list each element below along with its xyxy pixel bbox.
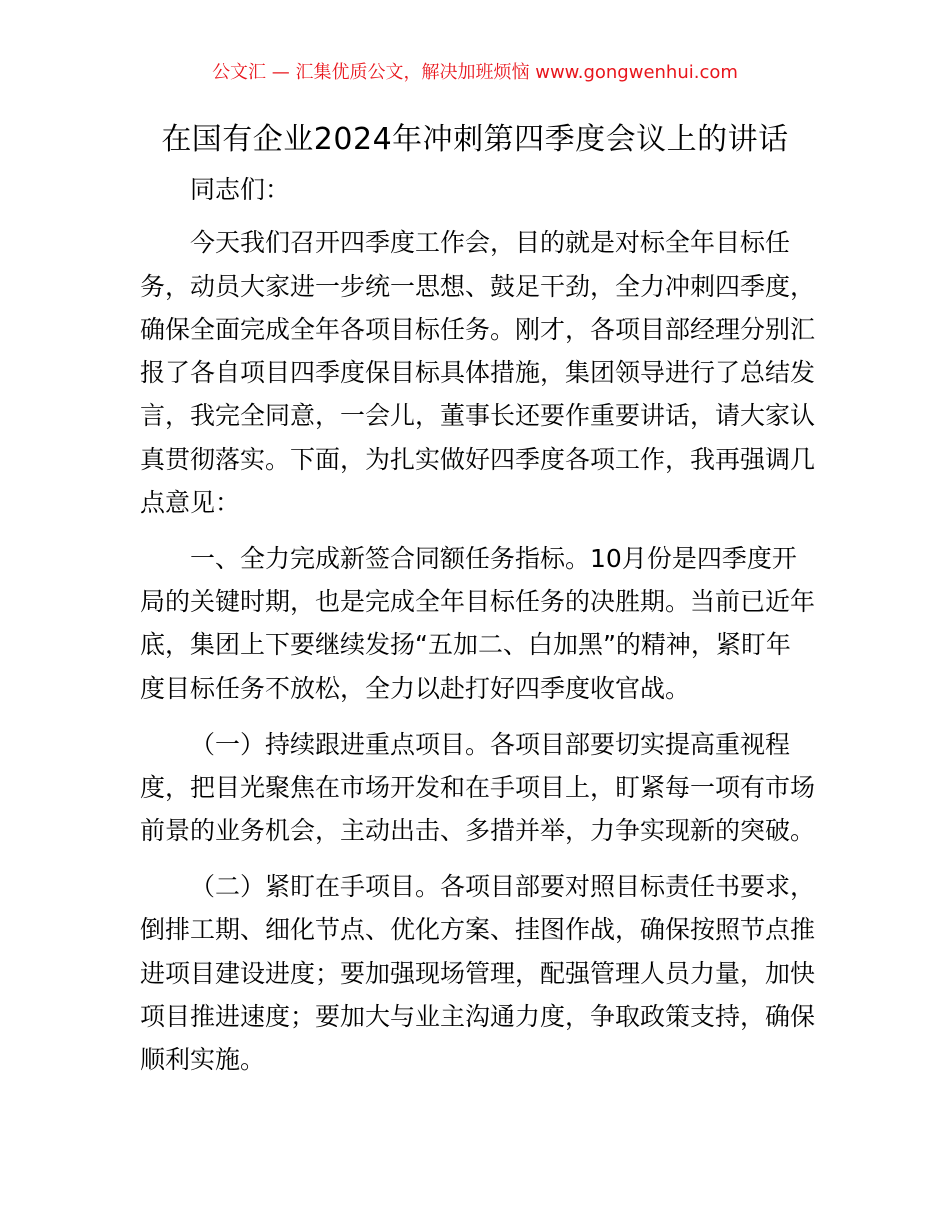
paragraph-line: 进项目建设进度；要加强现场管理，配强管理人员力量，加快 [140,958,816,988]
paragraph-line: 报了各自项目四季度保目标具体措施，集团领导进行了总结发 [140,358,816,388]
paragraph-line: （二）紧盯在手项目。各项目部要对照目标责任书要求， [190,871,816,901]
paragraph-line: 真贯彻落实。下面，为扎实做好四季度各项工作，我再强调几 [140,444,816,474]
paragraph-line: 底，集团上下要继续发扬“五加二、白加黑”的精神，紧盯年 [140,630,791,660]
document-title: 在国有企业2024年冲刺第四季度会议上的讲话 [161,122,789,157]
paragraph-line: 点意见： [140,488,241,518]
watermark-header-link[interactable]: 公文汇 — 汇集优质公文，解决加班烦恼 www.gongwenhui.com [212,62,738,83]
paragraph-line: 确保全面完成全年各项目标任务。刚才，各项目部经理分别汇 [140,314,816,344]
paragraph-line: 前景的业务机会，主动出击、多措并举，力争实现新的突破。 [140,816,816,846]
paragraph-line: 项目推进速度；要加大与业主沟通力度，争取政策支持，确保 [140,1001,816,1031]
paragraph-line: 言，我完全同意，一会儿，董事长还要作重要讲话，请大家认 [140,401,816,431]
paragraph-line: 务，动员大家进一步统一思想、鼓足干劲，全力冲刺四季度， [140,271,816,301]
paragraph-line: 度目标任务不放松，全力以赴打好四季度收官战。 [140,673,691,703]
paragraph [140,221,816,524]
paragraph-line: 一、全力完成新签合同额任务指标。10月份是四季度开 [190,543,797,573]
paragraph [140,537,816,710]
document-body [140,168,816,1094]
paragraph-line: 今天我们召开四季度工作会，目的就是对标全年目标任 [190,228,791,258]
paragraph-line: 顺利实施。 [140,1045,266,1075]
paragraphs [140,221,816,1081]
salutation: 同志们： [190,175,291,204]
paragraph-line: （一）持续跟进重点项目。各项目部要切实提高重视程 [190,729,791,759]
paragraph [140,865,816,1081]
paragraph-line: 倒排工期、细化节点、优化方案、挂图作战，确保按照节点推 [140,915,816,945]
paragraph-line: 局的关键时期，也是完成全年目标任务的决胜期。当前已近年 [140,587,816,617]
paragraph [140,723,816,853]
paragraph-line: 度，把目光聚焦在市场开发和在手项目上，盯紧每一项有市场 [140,772,816,802]
